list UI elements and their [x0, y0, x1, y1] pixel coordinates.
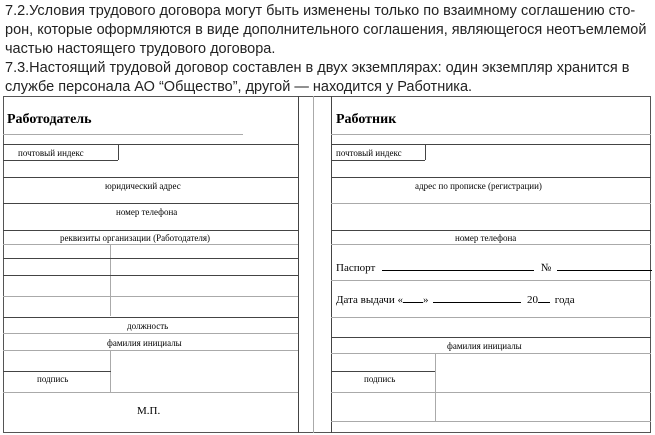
- employee-rule: [331, 280, 651, 281]
- employer-full-name-label: фамилия инициалы: [107, 338, 182, 348]
- employee-rule: [331, 317, 651, 318]
- employee-passport-row: [336, 260, 652, 274]
- column-divider-right: [331, 96, 332, 433]
- employer-row-line: [3, 144, 298, 145]
- paragraph-7-2-line-2: рон, которые оформляются в виде дополнительного соглашения, являющегося неотъемлемой: [5, 22, 647, 38]
- employer-address-line[interactable]: [3, 177, 298, 178]
- employee-name-line[interactable]: [331, 337, 651, 338]
- employee-issue-day-field[interactable]: [403, 292, 423, 303]
- employer-legal-address-label: юридический адрес: [105, 181, 181, 191]
- employee-heading: Работник: [336, 112, 397, 127]
- employer-requisites-label: реквизиты организации (Работодателя): [60, 233, 211, 243]
- employee-rule: [331, 353, 651, 354]
- employee-issue-date-row: [336, 292, 575, 306]
- employee-heading-rule: [331, 134, 651, 135]
- employee-registration-address-label: адрес по прописке (регистрации): [415, 181, 542, 191]
- employee-passport-number-sign: №: [540, 262, 552, 274]
- employer-postal-line[interactable]: [3, 160, 118, 161]
- employer-requisites-line-2[interactable]: [3, 258, 298, 259]
- paragraph-7-3-line-1: 7.3.Настоящий трудовой договор составлен в двух экземплярах: один экземпляр хранится в: [5, 60, 630, 76]
- employee-issue-date-label: Дата выдачи «: [336, 294, 403, 306]
- employee-issue-year-suffix: года: [554, 294, 575, 306]
- employer-heading-rule: [3, 134, 243, 135]
- employee-issue-month-field[interactable]: [433, 292, 521, 303]
- paragraph-7-3-line-2: службе персонала АО “Общество”, другой — находится у Работника.: [5, 79, 473, 95]
- employee-phone-label: номер телефона: [455, 233, 517, 243]
- employer-postal-divider: [118, 144, 119, 160]
- employee-issue-year-prefix: 20: [526, 294, 538, 306]
- employee-postal-code-label: почтовый индекс: [336, 148, 402, 158]
- employer-seal-label: М.П.: [137, 405, 161, 417]
- employee-issue-date-quote: »: [422, 294, 429, 306]
- employee-issue-year-field[interactable]: [538, 292, 550, 303]
- employer-signature-line[interactable]: [3, 371, 111, 372]
- employee-passport-label: Паспорт: [336, 262, 376, 274]
- employee-signature-label: подпись: [364, 374, 396, 384]
- employer-postal-code-label: почтовый индекс: [18, 148, 84, 158]
- employee-postal-divider: [425, 144, 426, 160]
- employer-phone-label: номер телефона: [116, 207, 178, 217]
- employer-heading: Работодатель: [7, 112, 92, 127]
- employer-rule: [3, 244, 298, 245]
- employer-rule: [3, 296, 298, 297]
- employer-rule: [3, 333, 298, 334]
- employer-phone-line[interactable]: [3, 203, 298, 204]
- employee-rule: [331, 392, 651, 393]
- employer-position-label: должность: [127, 321, 169, 331]
- employee-postal-line[interactable]: [331, 160, 425, 161]
- employee-row-line: [331, 144, 651, 145]
- employer-position-line[interactable]: [3, 317, 298, 318]
- employee-signature-line[interactable]: [331, 371, 435, 372]
- employer-rule: [3, 392, 298, 393]
- column-divider-middle: [313, 96, 314, 433]
- employer-rule: [3, 350, 298, 351]
- employee-phone-line[interactable]: [331, 230, 651, 231]
- employee-rule: [331, 421, 651, 422]
- column-divider-left: [298, 96, 299, 433]
- employee-passport-number-field[interactable]: [557, 260, 652, 271]
- employee-address-line[interactable]: [331, 177, 651, 178]
- employee-passport-series-field[interactable]: [382, 260, 534, 271]
- paragraph-7-2-line-1: 7.2.Условия трудового договора могут быть изменены только по взаимному соглашению сто-: [5, 3, 636, 19]
- employer-requisites-line-3[interactable]: [3, 275, 298, 276]
- employee-rule: [331, 203, 651, 204]
- employee-signature-divider: [435, 353, 436, 421]
- employer-signature-label: подпись: [37, 374, 69, 384]
- employer-requisites-divider: [110, 244, 111, 316]
- paragraph-7-2-line-3: частью настоящего трудового договора.: [5, 41, 276, 57]
- employer-requisites-line[interactable]: [3, 230, 298, 231]
- employee-full-name-label: фамилия инициалы: [447, 341, 522, 351]
- employee-rule: [331, 244, 651, 245]
